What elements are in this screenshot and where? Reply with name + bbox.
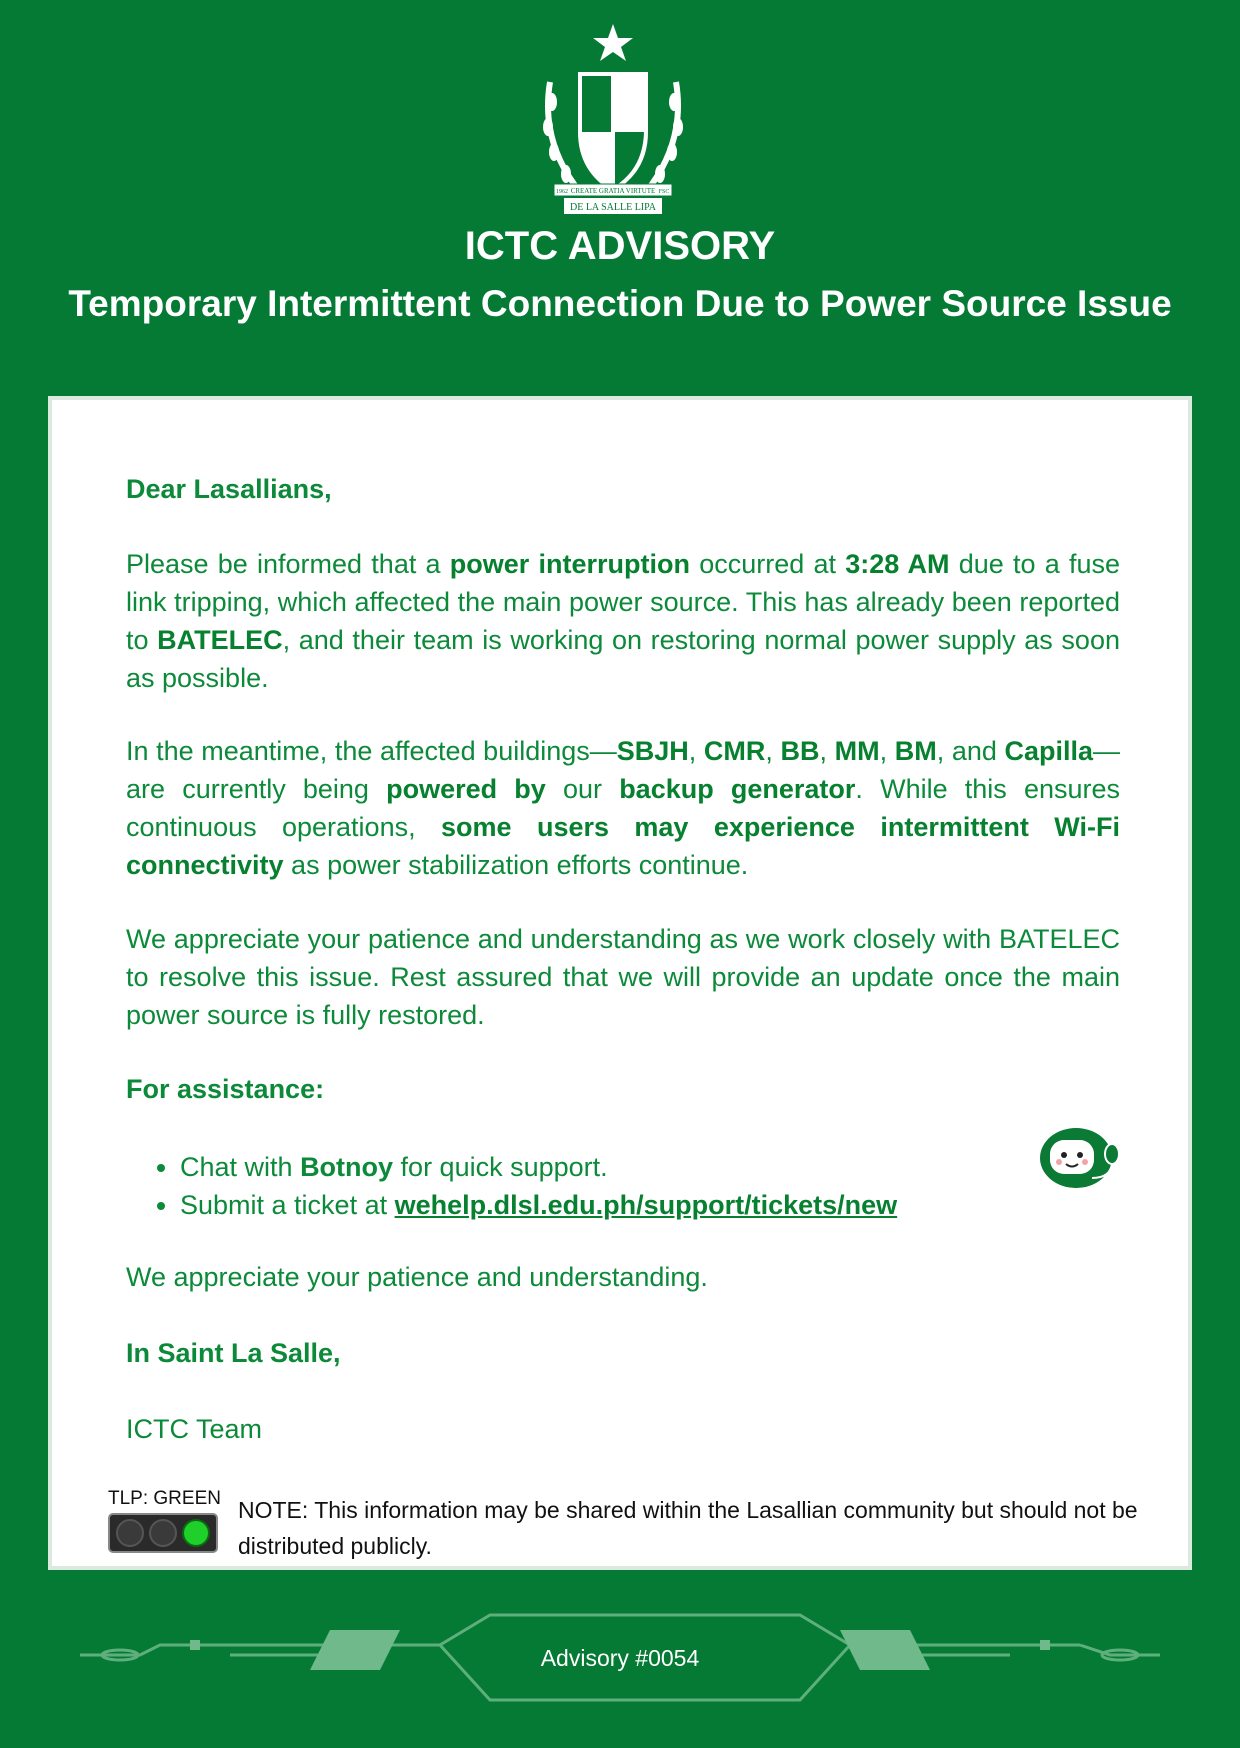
bold-run: BB — [780, 736, 820, 766]
letter-card — [48, 396, 1192, 1570]
bold-run: BM — [894, 736, 937, 766]
closing-line: We appreciate your patience and understanding. — [126, 1262, 708, 1292]
bold-run: power interruption — [449, 549, 691, 579]
bold-run: CMR — [703, 736, 766, 766]
text-run: as power stabilization efforts continue. — [283, 850, 749, 880]
bold-run: BATELEC — [157, 625, 283, 655]
list-item-ticket: • Submit a ticket at wehelp.dlsl.edu.ph/support/tickets/new — [180, 1186, 1174, 1224]
crest-year-left: 1962 — [556, 189, 568, 195]
tlp-label: TLP: GREEN — [108, 1488, 221, 1509]
crest-name: DE LA SALLE LIPA — [569, 202, 657, 213]
paragraph-3: We appreciate your patience and understanding as we work closely with BATELEC to resolve this issue. Rest assured that we will provide an update once the main power source is fully restored. — [126, 924, 1120, 1030]
text-run: , — [688, 736, 704, 766]
greeting: Dear Lasallians, — [126, 474, 332, 504]
text-run: , — [879, 736, 895, 766]
traffic-light-icon — [108, 1513, 218, 1553]
tlp-note: NOTE: This information may be shared within the Lasallian community but should not be distributed publicly. — [238, 1497, 1138, 1559]
assistance-list — [126, 1148, 1174, 1224]
text-run: . While this ensures continuous operations, — [126, 774, 1121, 842]
assistance-heading: For assistance: — [126, 1074, 325, 1104]
signature: ICTC Team — [126, 1414, 263, 1444]
bold-run: some users may experience intermittent Wi-Fi connectivity — [126, 812, 1120, 880]
bold-run: backup generator — [619, 774, 856, 804]
bold-run: MM — [834, 736, 880, 766]
dlsl-crest-logo — [540, 22, 686, 220]
bold-run: powered by — [386, 774, 546, 804]
text-run: due to a fuse link tripping, which affected the main power source. This has already been reported to — [126, 549, 1120, 655]
text-run: , and their team is working on restoring normal power supply as soon as possible. — [126, 625, 1120, 693]
advisory-title: ICTC ADVISORY — [464, 224, 776, 268]
list-item-chat: • Chat with Botnoy for quick support. — [180, 1148, 1174, 1186]
signoff: In Saint La Salle, — [126, 1338, 341, 1368]
text-run: , — [765, 736, 781, 766]
advisory-number: Advisory #0054 — [540, 1645, 700, 1671]
bold-run: Capilla — [1004, 736, 1093, 766]
text-run: In the meantime, the affected buildings— — [126, 736, 617, 766]
botnoy-chatbot-icon — [1032, 1120, 1122, 1192]
text-run: our — [545, 774, 620, 804]
paragraph-2 — [126, 732, 1120, 884]
text-run: occurred at — [690, 549, 846, 579]
ticket-link[interactable]: wehelp.dlsl.edu.ph/support/tickets/new — [394, 1190, 898, 1220]
text-run: , and — [936, 736, 1005, 766]
crest-year-right: FSC — [658, 189, 670, 195]
bold-run: 3:28 AM — [845, 549, 950, 579]
advisory-subtitle: Temporary Intermittent Connection Due to Power Source Issue — [68, 283, 1172, 324]
text-run: , — [819, 736, 835, 766]
text-run: —are currently being — [126, 736, 1120, 804]
text-run: Please be informed that a — [126, 549, 450, 579]
botnoy-name: Botnoy — [300, 1152, 394, 1182]
crest-motto: CREATE GRATIA VIRTUTE — [570, 187, 656, 195]
bold-run: SBJH — [616, 736, 689, 766]
paragraph-1 — [126, 545, 1120, 697]
